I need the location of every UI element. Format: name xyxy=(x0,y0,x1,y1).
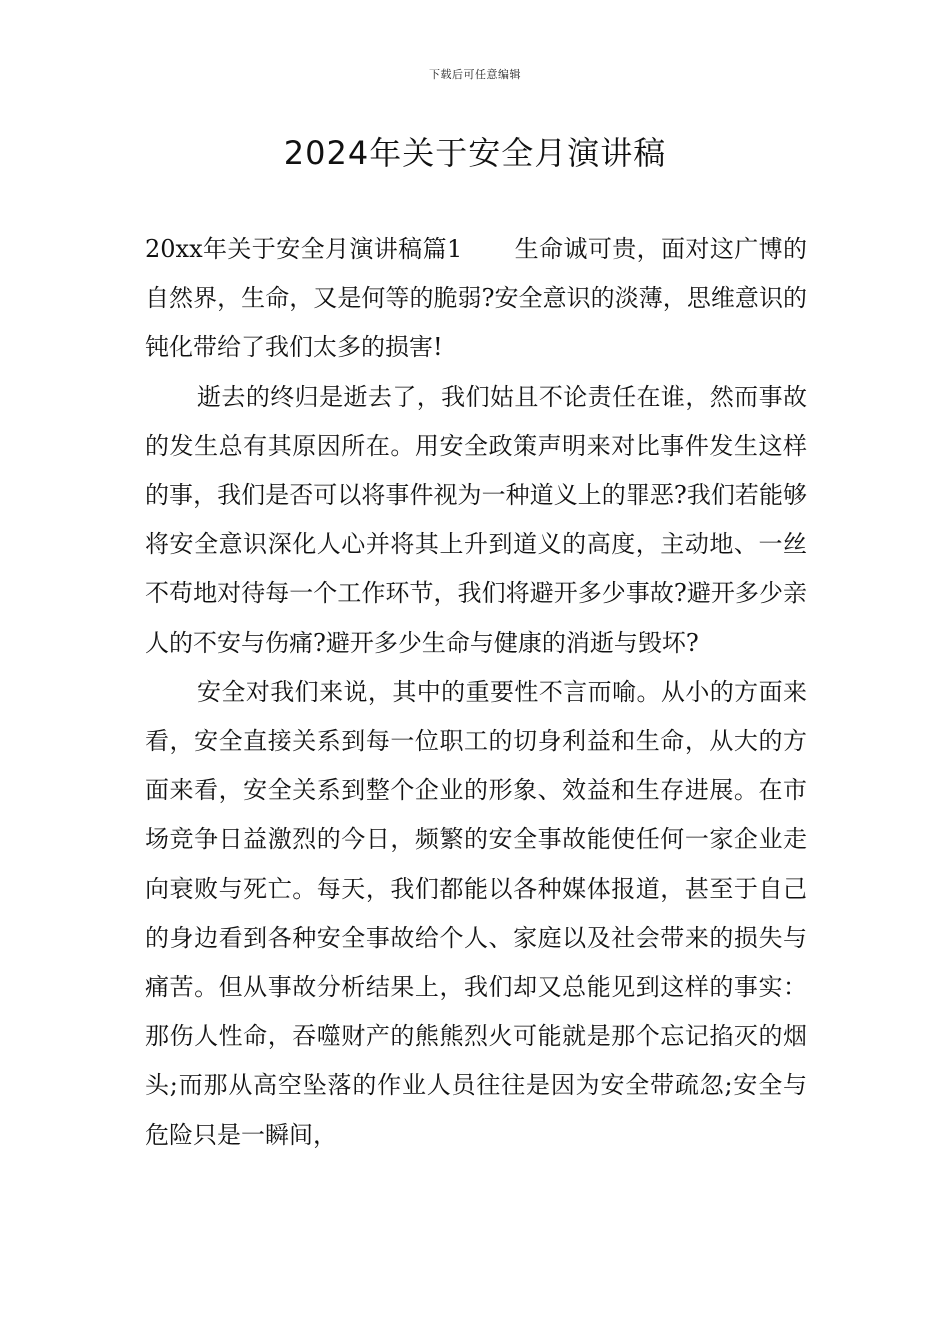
paragraph-1-lead: 20xx年关于安全月演讲稿篇1 xyxy=(145,235,463,263)
paragraph-2 xyxy=(145,373,807,668)
paragraph-3-text: 安全对我们来说，其中的重要性不言而喻。从小的方面来看，安全直接关系到每一位职工的切身利益和生命，从大的方面来看，安全关系到整个企业的形象、效益和生存进展。在市场竞争日益激烈的今日，频繁的安全事故能使任何一家企业走向衰败与死亡。每天，我们都能以各种媒体报道，甚至于自己的身边看到各种安全事故给个人、家庭以及社会带来的损失与痛苦。但从事故分析结果上，我们却又总能见到这样的事实：那伤人性命，吞噬财产的熊熊烈火可能就是那个忘记掐灭的烟头;而那从高空坠落的作业人员往往是因为安全带疏忽;安全与危险只是一瞬间， xyxy=(145,677,807,1149)
document-body xyxy=(145,225,807,1160)
header-note: 下载后可任意编辑 xyxy=(429,68,521,81)
document-title: 2024年关于安全月演讲稿 xyxy=(283,134,667,172)
paragraph-2-text: 逝去的终归是逝去了，我们姑且不论责任在谁，然而事故的发生总有其原因所在。用安全政策声明来对比事件发生这样的事，我们是否可以将事件视为一种道义上的罪恶?我们若能够将安全意识深化人心并将其上升到道义的高度，主动地、一丝不苟地对待每一个工作环节，我们将避开多少事故?避开多少亲人的不安与伤痛?避开多少生命与健康的消逝与毁坏? xyxy=(145,382,807,657)
paragraph-3 xyxy=(145,668,807,1160)
paragraph-1-text: 生命诚可贵，面对这广博的自然界，生命，又是何等的脆弱?安全意识的淡薄，思维意识的钝化带给了我们太多的损害! xyxy=(145,235,808,362)
paragraph-1 xyxy=(145,225,807,373)
